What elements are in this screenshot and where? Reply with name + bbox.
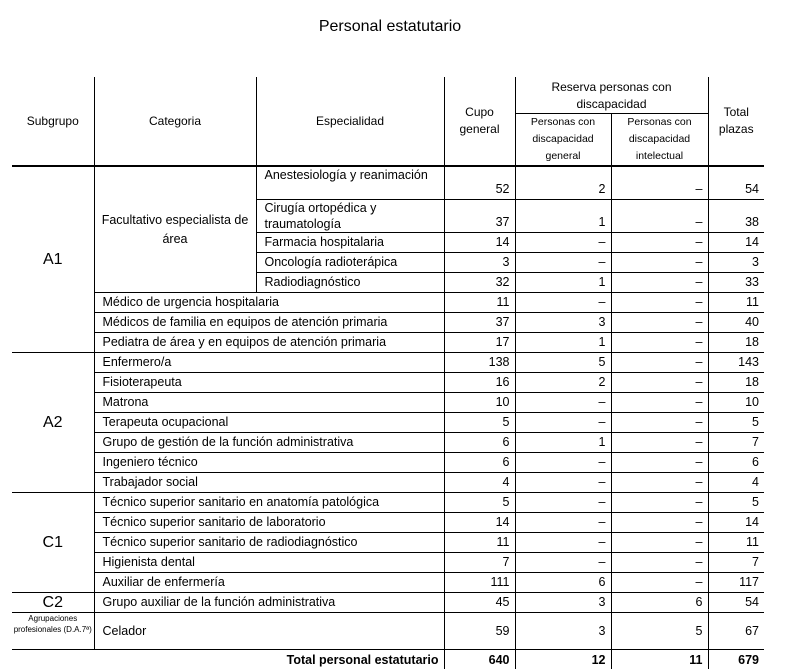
row-disc-general: – <box>515 453 611 473</box>
row-cupo: 111 <box>444 573 515 593</box>
row-total: 18 <box>708 373 764 393</box>
row-cupo: 45 <box>444 593 515 613</box>
row-total: 6 <box>708 453 764 473</box>
row-total: 10 <box>708 393 764 413</box>
row-cupo: 6 <box>444 433 515 453</box>
row-total: 4 <box>708 473 764 493</box>
row-disc-intelectual: – <box>611 573 708 593</box>
row-total: 40 <box>708 313 764 333</box>
header-disc-general: Personas con discapacidad general <box>515 114 611 167</box>
row-disc-intelectual: – <box>611 353 708 373</box>
row-disc-intelectual: – <box>611 273 708 293</box>
row-total: 54 <box>708 593 764 613</box>
row-cupo: 11 <box>444 293 515 313</box>
row-disc-intelectual: – <box>611 253 708 273</box>
row-disc-general: – <box>515 293 611 313</box>
row-disc-general: 5 <box>515 353 611 373</box>
row-cupo: 10 <box>444 393 515 413</box>
row-label: Radiodiagnóstico <box>256 273 444 293</box>
row-disc-intelectual: 6 <box>611 593 708 613</box>
row-cupo: 14 <box>444 513 515 533</box>
row-total: 11 <box>708 293 764 313</box>
row-disc-general: 3 <box>515 613 611 650</box>
row-disc-general: 1 <box>515 433 611 453</box>
row-total: 117 <box>708 573 764 593</box>
row-total: 5 <box>708 493 764 513</box>
row-cupo: 37 <box>444 200 515 233</box>
row-total: 33 <box>708 273 764 293</box>
row-label: Cirugía ortopédica y traumatología <box>256 200 444 233</box>
row-cupo: 17 <box>444 333 515 353</box>
row-label: Médico de urgencia hospitalaria <box>94 293 444 313</box>
row-disc-intelectual: – <box>611 200 708 233</box>
row-cupo: 11 <box>444 533 515 553</box>
header-disc-intelectual: Personas con discapacidad intelectual <box>611 114 708 167</box>
row-total: 18 <box>708 333 764 353</box>
row-total: 7 <box>708 553 764 573</box>
row-disc-general: 1 <box>515 333 611 353</box>
row-label: Pediatra de área y en equipos de atención primaria <box>94 333 444 353</box>
row-label: Matrona <box>94 393 444 413</box>
row-disc-general: – <box>515 553 611 573</box>
page-title: Personal estatutario <box>0 18 780 36</box>
header-subgrupo: Subgrupo <box>12 77 94 166</box>
header-cupo: Cupo general <box>444 77 515 166</box>
row-label: Enfermero/a <box>94 353 444 373</box>
row-disc-general: 2 <box>515 166 611 200</box>
total-disc-intelectual: 11 <box>611 650 708 669</box>
row-total: 38 <box>708 200 764 233</box>
row-disc-intelectual: – <box>611 553 708 573</box>
total-spacer <box>12 650 94 669</box>
row-disc-intelectual: – <box>611 433 708 453</box>
row-disc-intelectual: – <box>611 493 708 513</box>
group-a2: A2 <box>12 353 94 493</box>
total-label: Total personal estatutario <box>94 650 444 669</box>
row-cupo: 3 <box>444 253 515 273</box>
row-label: Grupo auxiliar de la función administrativa <box>94 593 444 613</box>
row-disc-general: 6 <box>515 573 611 593</box>
row-total: 143 <box>708 353 764 373</box>
row-total: 54 <box>708 166 764 200</box>
row-cupo: 4 <box>444 473 515 493</box>
row-cupo: 5 <box>444 493 515 513</box>
row-label: Técnico superior sanitario en anatomía patológica <box>94 493 444 513</box>
row-label: Oncología radioterápica <box>256 253 444 273</box>
row-disc-intelectual: – <box>611 293 708 313</box>
row-cupo: 6 <box>444 453 515 473</box>
header-especialidad: Especialidad <box>256 77 444 166</box>
row-disc-general: – <box>515 533 611 553</box>
group-c2: C2 <box>12 593 94 613</box>
row-disc-general: 3 <box>515 593 611 613</box>
row-total: 14 <box>708 233 764 253</box>
row-disc-intelectual: – <box>611 473 708 493</box>
row-label: Fisioterapeuta <box>94 373 444 393</box>
row-label: Auxiliar de enfermería <box>94 573 444 593</box>
row-disc-intelectual: – <box>611 513 708 533</box>
total-cupo: 640 <box>444 650 515 669</box>
total-disc-general: 12 <box>515 650 611 669</box>
staff-table <box>12 77 764 669</box>
row-disc-general: 3 <box>515 313 611 333</box>
row-total: 7 <box>708 433 764 453</box>
group-agrupaciones: Agrupaciones profesionales (D.A.7ª) <box>12 613 94 650</box>
row-cupo: 16 <box>444 373 515 393</box>
row-cupo: 37 <box>444 313 515 333</box>
row-label: Técnico superior sanitario de radiodiagnóstico <box>94 533 444 553</box>
row-total: 5 <box>708 413 764 433</box>
row-disc-intelectual: – <box>611 413 708 433</box>
row-cupo: 5 <box>444 413 515 433</box>
row-total: 3 <box>708 253 764 273</box>
row-cupo: 59 <box>444 613 515 650</box>
row-disc-general: – <box>515 253 611 273</box>
row-cupo: 7 <box>444 553 515 573</box>
row-disc-general: 1 <box>515 200 611 233</box>
row-disc-intelectual: – <box>611 166 708 200</box>
row-disc-general: – <box>515 473 611 493</box>
row-label: Ingeniero técnico <box>94 453 444 473</box>
row-disc-general: – <box>515 413 611 433</box>
total-plazas: 679 <box>708 650 764 669</box>
row-disc-intelectual: – <box>611 453 708 473</box>
row-disc-intelectual: 5 <box>611 613 708 650</box>
group-a1: A1 <box>12 166 94 353</box>
row-label: Grupo de gestión de la función administrativa <box>94 433 444 453</box>
header-categoria: Categoria <box>94 77 256 166</box>
row-cupo: 32 <box>444 273 515 293</box>
row-label: Higienista dental <box>94 553 444 573</box>
category-fea: Facultativo especialista de área <box>94 166 256 293</box>
row-disc-general: 1 <box>515 273 611 293</box>
row-disc-intelectual: – <box>611 373 708 393</box>
row-disc-intelectual: – <box>611 333 708 353</box>
header-reserva: Reserva personas con discapacidad <box>515 77 708 114</box>
row-label: Terapeuta ocupacional <box>94 413 444 433</box>
row-label: Celador <box>94 613 444 650</box>
row-label: Médicos de familia en equipos de atención primaria <box>94 313 444 333</box>
row-disc-general: – <box>515 513 611 533</box>
row-disc-intelectual: – <box>611 393 708 413</box>
row-disc-intelectual: – <box>611 233 708 253</box>
row-total: 14 <box>708 513 764 533</box>
row-cupo: 138 <box>444 353 515 373</box>
row-label: Trabajador social <box>94 473 444 493</box>
row-disc-intelectual: – <box>611 533 708 553</box>
header-total: Total plazas <box>708 77 764 166</box>
row-label: Farmacia hospitalaria <box>256 233 444 253</box>
row-disc-general: 2 <box>515 373 611 393</box>
row-label: Anestesiología y reanimación <box>256 166 444 200</box>
group-c1: C1 <box>12 493 94 593</box>
row-disc-intelectual: – <box>611 313 708 333</box>
row-total: 67 <box>708 613 764 650</box>
row-disc-general: – <box>515 393 611 413</box>
row-label: Técnico superior sanitario de laboratorio <box>94 513 444 533</box>
row-disc-general: – <box>515 233 611 253</box>
row-cupo: 52 <box>444 166 515 200</box>
row-total: 11 <box>708 533 764 553</box>
row-cupo: 14 <box>444 233 515 253</box>
row-disc-general: – <box>515 493 611 513</box>
